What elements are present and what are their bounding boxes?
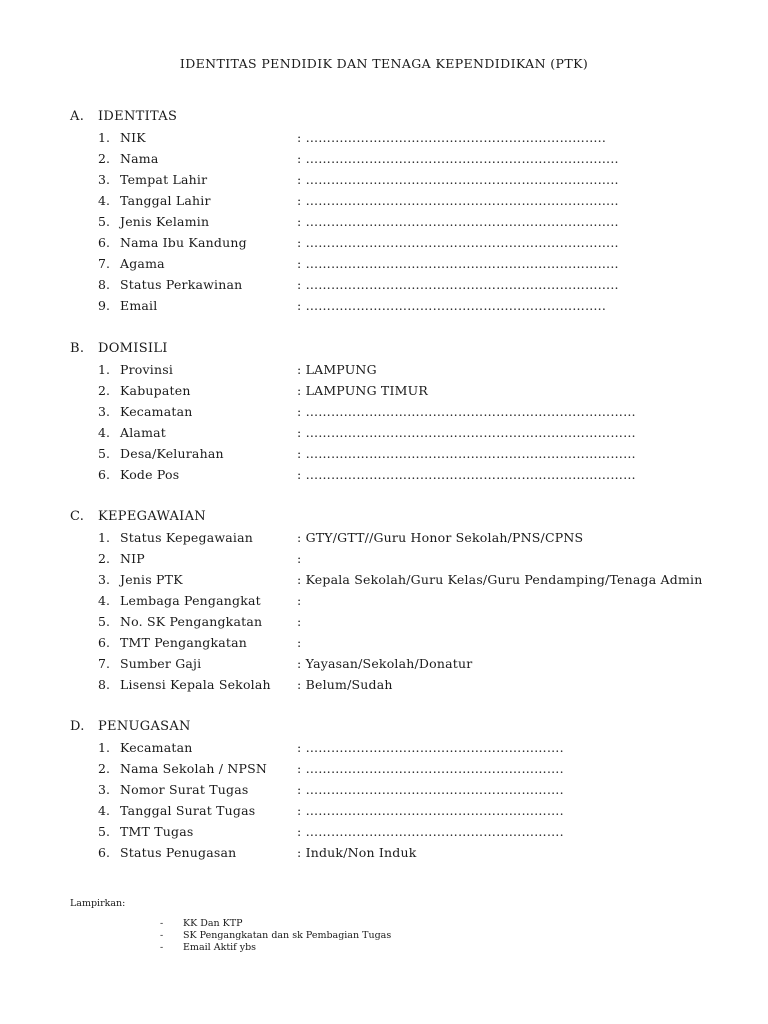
row-number: 3. xyxy=(98,782,110,797)
row-number: 6. xyxy=(98,235,110,250)
attachment-text: Email Aktif ybs xyxy=(183,942,257,953)
form-row xyxy=(70,569,760,590)
form-row xyxy=(70,148,760,169)
form-row xyxy=(70,422,760,443)
field-label: Nama xyxy=(120,151,159,166)
row-number: 6. xyxy=(98,467,110,482)
row-number: 4. xyxy=(98,425,110,440)
field-label: Provinsi xyxy=(120,362,174,377)
row-number: 7. xyxy=(98,656,110,671)
field-label: Tanggal Lahir xyxy=(120,193,211,208)
form-row xyxy=(70,821,760,842)
field-value: : ……………………………………………………………….. xyxy=(297,151,619,166)
section-heading xyxy=(70,106,760,127)
form-row xyxy=(70,758,760,779)
form-row xyxy=(70,232,760,253)
row-number: 6. xyxy=(98,845,110,860)
list-dash: - xyxy=(160,918,164,929)
field-value: : ……………………………………………………. xyxy=(297,803,564,818)
field-label: NIK xyxy=(120,130,146,145)
field-value: : ……………………………………………………. xyxy=(297,761,564,776)
row-number: 5. xyxy=(98,446,110,461)
section-domisili xyxy=(70,338,760,485)
row-number: 5. xyxy=(98,614,110,629)
field-value: : …………………………………………………………………… xyxy=(297,425,636,440)
field-value: : ……………………………………………………………….. xyxy=(297,172,619,187)
form-row xyxy=(70,800,760,821)
row-number: 2. xyxy=(98,383,110,398)
field-value: : ……………………………………………………. xyxy=(297,782,564,797)
form-row xyxy=(70,295,760,316)
field-value: : LAMPUNG xyxy=(297,362,377,377)
section-penugasan xyxy=(70,716,760,863)
section-heading xyxy=(70,716,760,737)
row-number: 2. xyxy=(98,761,110,776)
attachments-label: Lampirkan: xyxy=(70,898,126,909)
form-row xyxy=(70,590,760,611)
field-value: : Yayasan/Sekolah/Donatur xyxy=(297,656,473,671)
row-number: 8. xyxy=(98,277,110,292)
form-row xyxy=(70,127,760,148)
form-row xyxy=(70,190,760,211)
field-label: Status Perkawinan xyxy=(120,277,243,292)
row-number: 4. xyxy=(98,803,110,818)
form-row xyxy=(70,443,760,464)
form-row xyxy=(70,653,760,674)
form-row xyxy=(70,464,760,485)
field-value: : ……………………………………………………………….. xyxy=(297,193,619,208)
section-identitas xyxy=(70,106,760,316)
field-value: : xyxy=(297,551,302,566)
field-value: : …………………………………………………………………… xyxy=(297,467,636,482)
row-number: 3. xyxy=(98,404,110,419)
attachment-text: KK Dan KTP xyxy=(183,918,243,929)
row-number: 1. xyxy=(98,530,110,545)
section-title: PENUGASAN xyxy=(98,719,191,734)
field-label: Lembaga Pengangkat xyxy=(120,593,261,608)
field-label: TMT Pengangkatan xyxy=(120,635,248,650)
field-label: Alamat xyxy=(120,425,167,440)
row-number: 2. xyxy=(98,151,110,166)
field-label: Kecamatan xyxy=(120,404,193,419)
field-label: Status Kepegawaian xyxy=(120,530,254,545)
section-letter: D. xyxy=(70,719,85,734)
form-row xyxy=(70,527,760,548)
form-row xyxy=(70,674,760,695)
form-row xyxy=(70,401,760,422)
form-row xyxy=(70,611,760,632)
field-label: Kabupaten xyxy=(120,383,191,398)
field-label: Nama Ibu Kandung xyxy=(120,235,247,250)
field-value: : ……………………………………………………. xyxy=(297,824,564,839)
field-value: : LAMPUNG TIMUR xyxy=(297,383,428,398)
form-row xyxy=(70,211,760,232)
form-row xyxy=(70,169,760,190)
field-label: NIP xyxy=(120,551,145,566)
field-value: : …………………………………………………………….. xyxy=(297,298,607,313)
field-label: No. SK Pengangkatan xyxy=(120,614,263,629)
field-label: Nomor Surat Tugas xyxy=(120,782,249,797)
row-number: 4. xyxy=(98,193,110,208)
form-row xyxy=(70,632,760,653)
field-value: : ……………………………………………………………….. xyxy=(297,256,619,271)
field-label: TMT Tugas xyxy=(120,824,194,839)
field-label: Kode Pos xyxy=(120,467,180,482)
row-number: 8. xyxy=(98,677,110,692)
field-value: : ……………………………………………………………….. xyxy=(297,214,619,229)
attachment-text: SK Pengangkatan dan sk Pembagian Tugas xyxy=(183,930,392,941)
form-row xyxy=(70,253,760,274)
field-label: Jenis PTK xyxy=(120,572,183,587)
field-value: : Belum/Sudah xyxy=(297,677,393,692)
list-dash: - xyxy=(160,930,164,941)
section-title: DOMISILI xyxy=(98,341,168,356)
form-row xyxy=(70,779,760,800)
row-number: 1. xyxy=(98,130,110,145)
row-number: 7. xyxy=(98,256,110,271)
row-number: 6. xyxy=(98,635,110,650)
field-value: : ……………………………………………………………….. xyxy=(297,277,619,292)
field-label: Jenis Kelamin xyxy=(120,214,210,229)
section-letter: A. xyxy=(70,109,85,124)
field-label: Lisensi Kepala Sekolah xyxy=(120,677,271,692)
field-label: Email xyxy=(120,298,158,313)
row-number: 9. xyxy=(98,298,110,313)
field-value: : ……………………………………………………. xyxy=(297,740,564,755)
row-number: 2. xyxy=(98,551,110,566)
field-label: Tanggal Surat Tugas xyxy=(120,803,256,818)
form-row xyxy=(70,274,760,295)
field-value: : xyxy=(297,593,302,608)
field-label: Agama xyxy=(120,256,165,271)
row-number: 3. xyxy=(98,172,110,187)
list-dash: - xyxy=(160,942,164,953)
section-title: KEPEGAWAIAN xyxy=(98,509,206,524)
field-label: Kecamatan xyxy=(120,740,193,755)
field-value: : xyxy=(297,614,302,629)
field-value: : Kepala Sekolah/Guru Kelas/Guru Pendamping/Tenaga Admin xyxy=(297,572,703,587)
section-kepegawaian xyxy=(70,506,760,695)
section-letter: B. xyxy=(70,341,85,356)
form-row xyxy=(70,548,760,569)
section-heading xyxy=(70,338,760,359)
field-value: : …………………………………………………………….. xyxy=(297,130,607,145)
section-letter: C. xyxy=(70,509,85,524)
field-value: : Induk/Non Induk xyxy=(297,845,417,860)
form-row xyxy=(70,380,760,401)
field-value: : xyxy=(297,635,302,650)
field-label: Nama Sekolah / NPSN xyxy=(120,761,268,776)
section-title: IDENTITAS xyxy=(98,109,178,124)
row-number: 4. xyxy=(98,593,110,608)
field-value: : …………………………………………………………………… xyxy=(297,404,636,419)
field-value: : …………………………………………………………………… xyxy=(297,446,636,461)
field-label: Desa/Kelurahan xyxy=(120,446,224,461)
field-value: : ……………………………………………………………….. xyxy=(297,235,619,250)
field-value: : GTY/GTT//Guru Honor Sekolah/PNS/CPNS xyxy=(297,530,584,545)
field-label: Tempat Lahir xyxy=(120,172,208,187)
row-number: 3. xyxy=(98,572,110,587)
field-label: Sumber Gaji xyxy=(120,656,202,671)
page-title: IDENTITAS PENDIDIK DAN TENAGA KEPENDIDIKAN (PTK) xyxy=(179,56,589,71)
row-number: 5. xyxy=(98,824,110,839)
row-number: 1. xyxy=(98,362,110,377)
row-number: 1. xyxy=(98,740,110,755)
field-label: Status Penugasan xyxy=(120,845,237,860)
form-row xyxy=(70,737,760,758)
form-row xyxy=(70,842,760,863)
row-number: 5. xyxy=(98,214,110,229)
section-heading xyxy=(70,506,760,527)
form-row xyxy=(70,359,760,380)
